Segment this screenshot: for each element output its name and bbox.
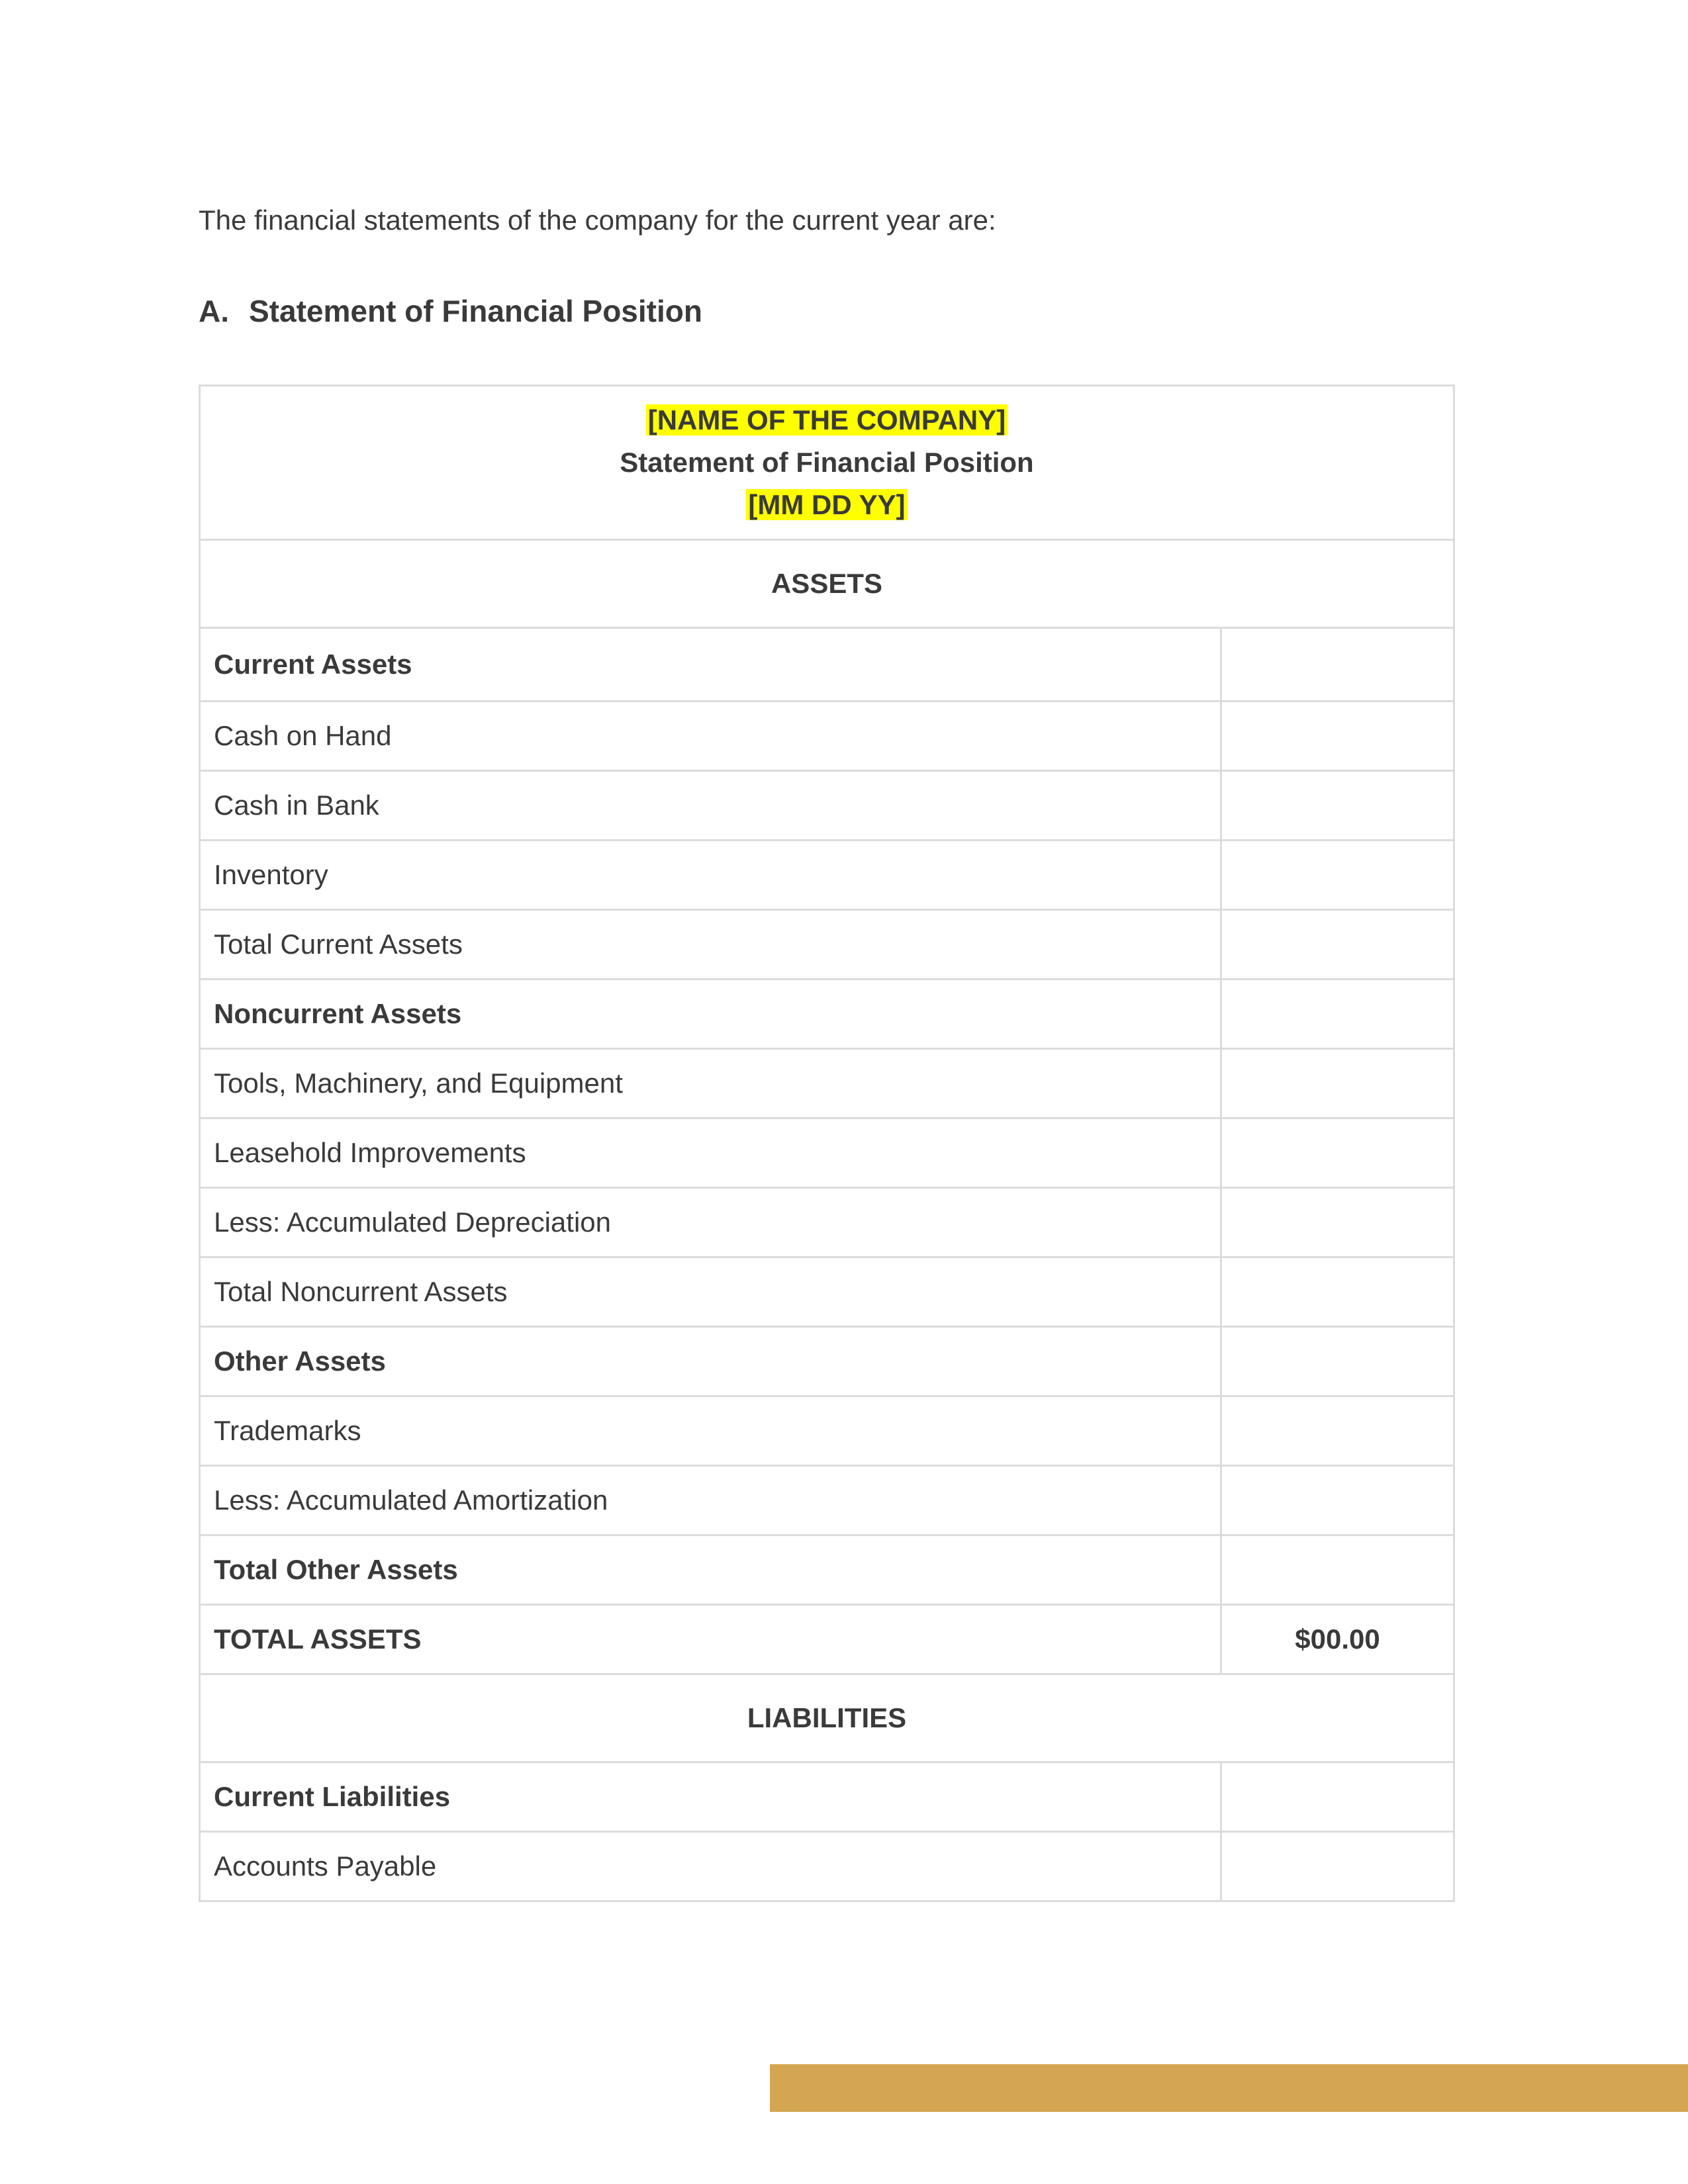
row-amount (1221, 1466, 1454, 1535)
row-amount (1221, 1832, 1454, 1901)
statement-title: Statement of Financial Position (620, 447, 1034, 478)
assets-section-row (200, 540, 1454, 628)
row-label: Current Assets (200, 628, 1221, 702)
table-row (200, 1327, 1454, 1396)
table-row (200, 1118, 1454, 1188)
liabilities-section-row (200, 1674, 1454, 1762)
company-name-line (201, 399, 1453, 441)
section-letter: A. (199, 294, 229, 328)
row-label: Noncurrent Assets (200, 979, 1221, 1049)
row-amount (1221, 910, 1454, 979)
row-amount (1221, 702, 1454, 771)
company-name-placeholder: [NAME OF THE COMPANY] (646, 404, 1008, 435)
row-label: Total Noncurrent Assets (200, 1257, 1221, 1327)
section-title: Statement of Financial Position (249, 294, 702, 328)
table-row (200, 1188, 1454, 1257)
row-amount (1221, 1118, 1454, 1188)
row-label: Current Liabilities (200, 1762, 1221, 1832)
table-row (200, 628, 1454, 702)
section-heading (199, 291, 702, 331)
footer-accent-bar (770, 2064, 1688, 2112)
row-label: Other Assets (200, 1327, 1221, 1396)
table-row (200, 910, 1454, 979)
table-row (200, 1466, 1454, 1535)
table-row (200, 702, 1454, 771)
statement-header-row (200, 386, 1454, 540)
row-label: Inventory (200, 841, 1221, 910)
row-amount (1221, 841, 1454, 910)
total-assets-value: $00.00 (1221, 1605, 1454, 1674)
row-amount (1221, 1327, 1454, 1396)
row-amount (1221, 771, 1454, 841)
row-label: Total Other Assets (200, 1535, 1221, 1605)
row-label: Tools, Machinery, and Equipment (200, 1049, 1221, 1118)
table-row (200, 1257, 1454, 1327)
intro-text: The financial statements of the company for the current year are: (199, 205, 996, 236)
statement-header-cell (200, 386, 1454, 540)
row-label: Cash on Hand (200, 702, 1221, 771)
table-row (200, 1535, 1454, 1605)
row-amount (1221, 1257, 1454, 1327)
row-amount (1221, 979, 1454, 1049)
row-amount (1221, 1535, 1454, 1605)
table-row (200, 979, 1454, 1049)
row-label: Cash in Bank (200, 771, 1221, 841)
row-label: Trademarks (200, 1396, 1221, 1466)
row-label: Less: Accumulated Depreciation (200, 1188, 1221, 1257)
row-label: Total Current Assets (200, 910, 1221, 979)
date-placeholder: [MM DD YY] (746, 489, 907, 520)
total-assets-label: TOTAL ASSETS (200, 1605, 1221, 1674)
row-amount (1221, 1762, 1454, 1832)
financial-position-table (199, 385, 1455, 1902)
date-line (201, 484, 1453, 526)
table-row (200, 1396, 1454, 1466)
table-row (200, 1832, 1454, 1901)
table-row (200, 841, 1454, 910)
table-row (200, 1762, 1454, 1832)
table-row (200, 1049, 1454, 1118)
row-amount (1221, 628, 1454, 702)
row-label: Accounts Payable (200, 1832, 1221, 1901)
table-row (200, 771, 1454, 841)
assets-section-label: ASSETS (200, 540, 1454, 628)
row-amount (1221, 1049, 1454, 1118)
liabilities-section-label: LIABILITIES (200, 1674, 1454, 1762)
row-amount (1221, 1188, 1454, 1257)
row-label: Leasehold Improvements (200, 1118, 1221, 1188)
row-amount (1221, 1396, 1454, 1466)
row-label: Less: Accumulated Amortization (200, 1466, 1221, 1535)
total-assets-row (200, 1605, 1454, 1674)
